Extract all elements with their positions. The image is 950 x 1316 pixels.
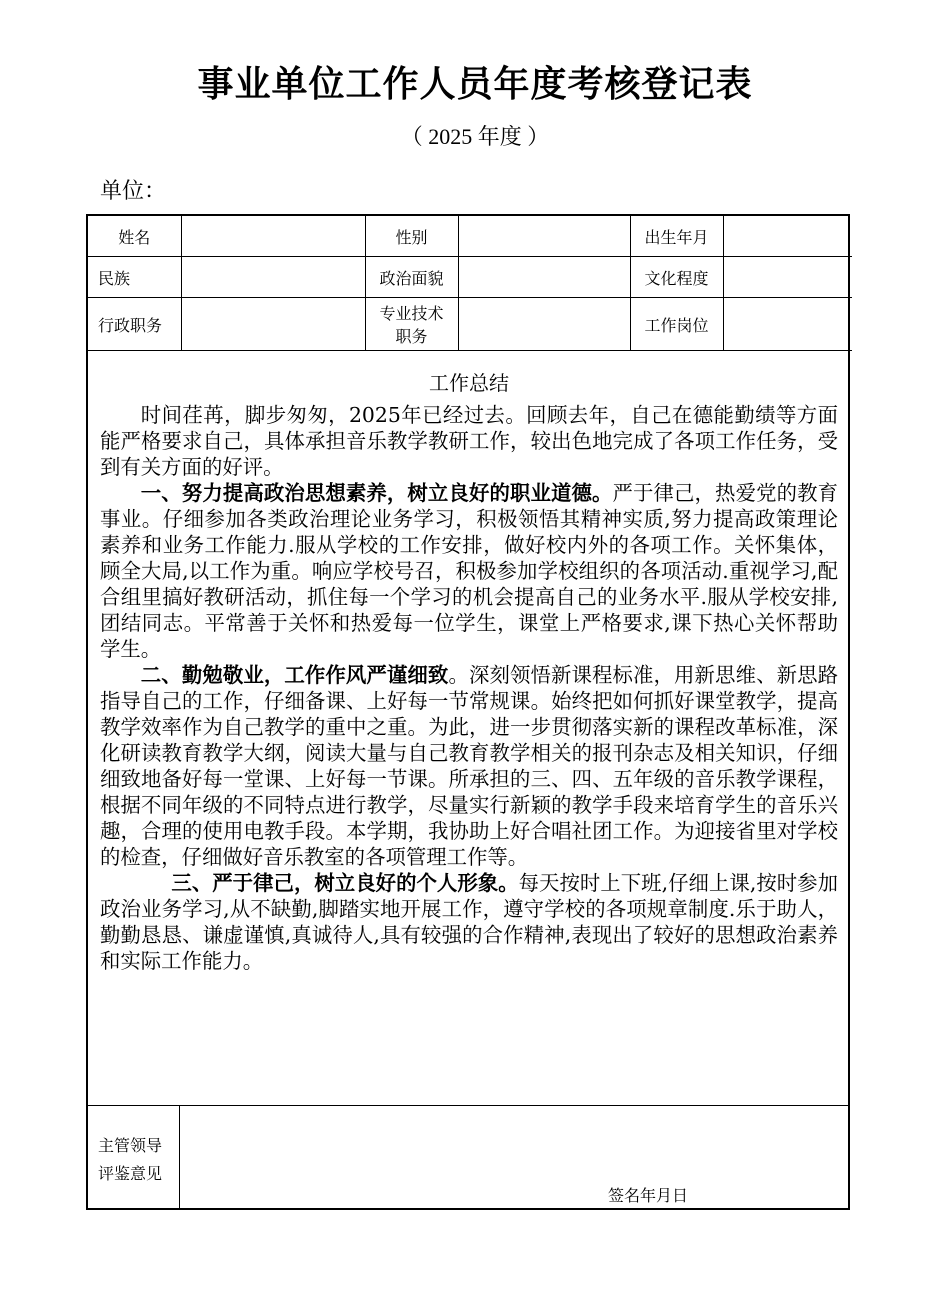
review-label-line2: 评鉴意见	[98, 1164, 163, 1183]
signature-date-label: 签名年月日	[608, 1186, 689, 1205]
admin-post-field[interactable]	[181, 298, 365, 351]
gender-label: 性别	[365, 216, 458, 257]
summary-section-2	[100, 662, 838, 870]
name-label: 姓名	[88, 216, 181, 257]
personal-info-table	[88, 216, 852, 351]
supervisor-review-section	[88, 1106, 848, 1208]
summary-intro: 时间荏苒，脚步匆匆，2025年已经过去。回顾去年，自己在德能勤绩等方面能严格要求自己，具体承担音乐教学教研工作，较出色地完成了各项工作任务，受到有关方面的好评。	[100, 403, 838, 479]
tech-post-field[interactable]	[458, 298, 630, 351]
tech-post-label-line2: 职务	[395, 327, 428, 346]
section-2-body: 。深刻领悟新课程标准，用新思维、新思路指导自己的工作，仔细备课、上好每一节常规课。始终把如何抓好课堂教学，提高教学效率作为自己教学的重中之重。为此，进一步贯彻落实新的课程改革标准，深化研读教育教学大纲，阅读大量与自己教育教学相关的报刊杂志及相关知识，仔细细致地备好每一堂课、上好每一节课。所承担的三、四、五年级的音乐教学课程，根据不同年级的不同特点进行教学，尽量实行新颖的教学手段来培育学生的音乐兴趣，合理的使用电教手段。本学期，我协助上好合唱社团工作。为迎接省里对学校的检查，仔细做好音乐教室的各项管理工作等。	[100, 663, 838, 869]
tech-post-label-line1: 专业技术	[379, 304, 444, 323]
ethnicity-label: 民族	[88, 257, 181, 298]
name-field[interactable]	[181, 216, 365, 257]
political-field[interactable]	[458, 257, 630, 298]
tech-post-label	[365, 298, 458, 351]
birth-label: 出生年月	[630, 216, 723, 257]
education-label: 文化程度	[630, 257, 723, 298]
unit-label: 单位：	[100, 179, 167, 204]
ethnicity-field[interactable]	[181, 257, 365, 298]
political-label: 政治面貌	[365, 257, 458, 298]
gender-field[interactable]	[458, 216, 630, 257]
education-field[interactable]	[723, 257, 852, 298]
summary-section-1	[100, 480, 838, 662]
review-label-line1: 主管领导	[98, 1136, 163, 1155]
job-position-label: 工作岗位	[630, 298, 723, 351]
assessment-form	[86, 214, 850, 1210]
section-1-body: 严于律己，热爱党的教育事业。仔细参加各类政治理论业务学习，积极领悟其精神实质,努力提高政策理论素养和业务工作能力.服从学校的工作安排，做好校内外的各项工作。关怀集体，顾全大局,以工作为重。响应学校号召，积极参加学校组织的各项活动.重视学习,配合组里搞好教研活动，抓住每一个学习的机会提高自己的业务水平.服从学校安排,团结同志。平常善于关怀和热爱每一位学生，课堂上严格要求,课下热心关怀帮助学生。	[100, 481, 838, 661]
form-title: 事业单位工作人员年度考核登记表	[197, 63, 753, 105]
birth-field[interactable]	[723, 216, 852, 257]
year-label: （ 2025 年度 ）	[400, 124, 550, 149]
section-3-body: 每天按时上下班,仔细上课,按时参加政治业务学习,从不缺勤,脚踏实地开展工作，遵守学校的各项规章制度.乐于助人，勤勤恳恳、谦虚谨慎,真诚待人,具有较强的合作精神,表现出了较好的思想政治素养和实际工作能力。	[100, 871, 838, 973]
review-label	[88, 1106, 180, 1208]
work-summary-section	[88, 353, 848, 1106]
section-1-heading: 一、努力提高政治思想素养，树立良好的职业道德。	[140, 481, 613, 505]
job-position-field[interactable]	[723, 298, 852, 351]
summary-section-3	[100, 870, 838, 974]
summary-heading: 工作总结	[429, 371, 509, 395]
section-3-heading: 三、严于律己，树立良好的个人形象。	[171, 871, 519, 895]
admin-post-label: 行政职务	[88, 298, 181, 351]
section-2-heading: 二、勤勉敬业，工作作风严谨细致	[140, 663, 449, 687]
